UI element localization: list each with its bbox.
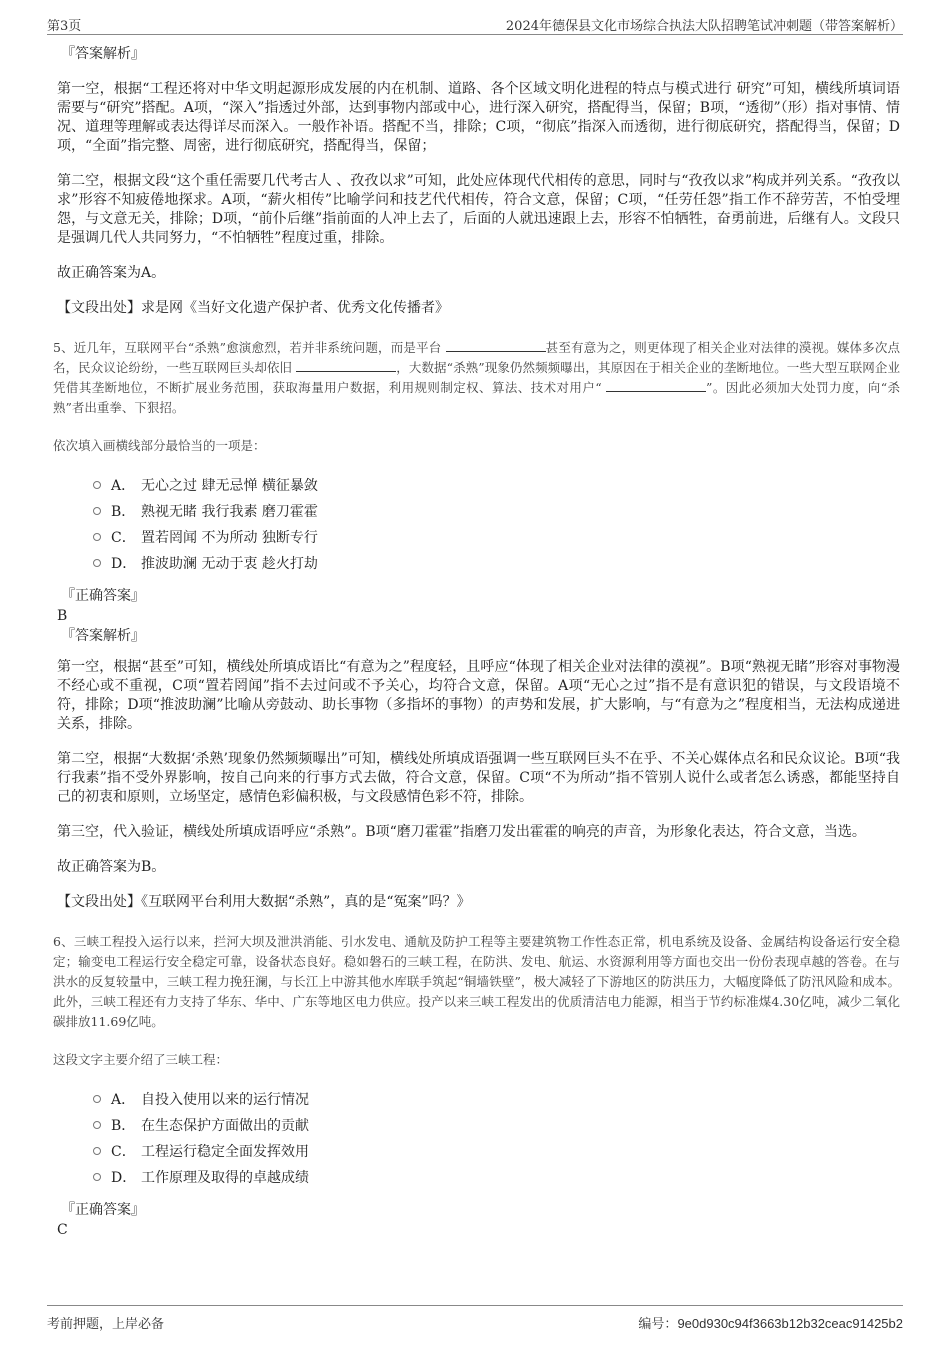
q5-blank-2 [296,359,396,372]
code-value: 9e0d930c94f3663b12b32ceac91425b2 [677,1316,903,1331]
code-label: 编号： [638,1317,678,1332]
q5-blank-1 [446,339,546,352]
q4-source: 【文段出处】求是网《当好文化遗产保护者、优秀文化传播者》 [57,300,449,316]
q5-stem [53,338,900,418]
q5-stem-part2: 甚至有意为之，则更体现了相关企业对法律的漠视。媒体多次点名，民众议论纷纷，一些互联网巨头却依旧 [53,340,900,375]
q4-analysis-label: 『答案解析』 [61,46,145,62]
radio-icon[interactable] [93,507,101,515]
q5-answer: B [57,608,68,624]
radio-icon[interactable] [93,481,101,489]
page-footer [47,1305,903,1330]
q5-option-b[interactable]: B． 熟视无睹 我行我素 磨刀霍霍 [93,498,900,524]
q5-source: 【文段出处】《互联网平台利用大数据“杀熟”，真的是“冤案”吗？》 [57,894,471,910]
radio-icon[interactable] [93,1121,101,1129]
q5-option-a[interactable]: A． 无心之过 肆无忌惮 横征暴敛 [93,472,900,498]
q4-analysis-p1: 第一空，根据“工程还将对中华文明起源形成发展的内在机制、道路、各个区域文明化进程的特点与模式进行 研究”可知，横线所填词语需要与“研究”搭配。A项，“深入”指透过外部，达到事物内部或中心，进行深入研究，搭配得当，保留；B项，“透彻”（形）指对事情、情况、道理等理解或表达得详尽而深入。一般作补语。搭配不当，排除；C项，“彻底”指深入而透彻，进行彻底研究，搭配得当，保留；D项，“全面”指完整、周密，进行彻底研究，搭配得当，保留； [57,81,900,154]
q5-blank-3 [606,379,706,392]
q6-stem: 6、三峡工程投入运行以来，拦河大坝及泄洪消能、引水发电、通航及防护工程等主要建筑物工作性态正常，机电系统及设备、金属结构设备运行安全稳定；输变电工程运行安全稳定可靠，设备状态良好。稳如磐石的三峡工程，在防洪、发电、航运、水资源利用等方面也交出一份份表现卓越的答卷。在与洪水的反复较量中，三峡工程力挽狂澜，与长江上中游其他水库联手筑起“铜墙铁壁”，极大减轻了下游地区的防洪压力，大幅度降低了防汛风险和成本。此外，三峡工程还有力支持了华东、华中、广东等地区电力供应。投产以来三峡工程发出的优质清洁电力能源，相当于节约标准煤4.30亿吨，减少二氧化碳排放11.69亿吨。 [53,934,900,1029]
q5-analysis-p3: 第三空，代入验证，横线处所填成语呼应“杀熟”。B项“磨刀霍霍”指磨刀发出霍霍的响亮的声音，为形象化表达，符合文意，当选。 [57,824,866,840]
radio-icon[interactable] [93,1173,101,1181]
radio-icon[interactable] [93,559,101,567]
q6-option-a[interactable]: A． 自投入使用以来的运行情况 [93,1086,900,1112]
page-header [47,12,903,35]
q5-analysis-p1: 第一空，根据“甚至”可知，横线处所填成语比“有意为之”程度轻，且呼应“体现了相关企业对法律的漠视”。B项“熟视无睹”形容对事物漫不经心或不重视，C项“置若罔闻”指不去过问或不予关心，均符合文意，保留。A项“无心之过”指不是有意识犯的错误，与文段语境不符，排除；D项“推波助澜”比喻从旁鼓动、助长事物（多指坏的事物）的声势和发展，扩大影响，与“有意为之”程度相当，无法构成递进关系，排除。 [57,659,900,732]
q5-option-c[interactable]: C． 置若罔闻 不为所动 独断专行 [93,524,900,550]
q5-analysis-label: 『答案解析』 [61,628,145,644]
q5-stem-part4: ”。因此必须加大处罚力度，向“杀熟”者出重拳、下狠招。 [53,380,900,415]
q6-option-b[interactable]: B． 在生态保护方面做出的贡献 [93,1112,900,1138]
page-content [53,44,900,1240]
q5-prompt: 依次填入画横线部分最恰当的一项是： [53,438,266,453]
footer-slogan: 考前押题，上岸必备 [47,1317,165,1332]
q6-answer-label: 『正确答案』 [61,1202,145,1218]
radio-icon[interactable] [93,1147,101,1155]
q5-option-d[interactable]: D． 推波助澜 无动于衷 趁火打劫 [93,550,900,576]
q5-analysis-p2: 第二空，根据“大数据‘杀熟’现象仍然频频曝出”可知，横线处所填成语强调一些互联网巨头不在乎、不关心媒体点名和民众议论。B项“我行我素”指不受外界影响，按自己向来的行事方式去做，符合文意，保留。C项“不为所动”指不管别人说什么或者怎么诱惑，都能坚持自己的初衷和原则，立场坚定，感情色彩偏积极，与文段感情色彩不符，排除。 [57,751,900,805]
q5-answer-label: 『正确答案』 [61,588,145,604]
q5-conclusion: 故正确答案为B。 [57,859,166,875]
q6-answer: C [57,1222,68,1238]
radio-icon[interactable] [93,533,101,541]
q5-stem-part1: 5、近几年，互联网平台“杀熟”愈演愈烈，若并非系统问题，而是平台 [53,340,446,355]
q4-conclusion: 故正确答案为A。 [57,265,166,281]
document-code [638,1313,903,1332]
q4-analysis-p2: 第二空，根据文段“这个重任需要几代考古人 、孜孜以求”可知，此处应体现代代相传的意思，同时与“孜孜以求”构成并列关系。“孜孜以求”形容不知疲倦地探求。A项，“薪火相传”比喻学问和技艺代代相传，符合文意，保留；C项，“任劳任怨”指工作不辞劳苦，不怕受埋怨，与文意无关，排除；D项，“前仆后继”指前面的人冲上去了，后面的人就迅速跟上去，形容不怕牺牲，奋勇前进，后继有人。文段只是强调几代人共同努力，“不怕牺牲”程度过重，排除。 [57,173,900,246]
q5-options [93,472,900,576]
page-number: 第3页 [47,19,82,34]
q5-stem-part3: ，大数据“杀熟”现象仍然频频曝出，其原因在于相关企业的垄断地位。一些大型互联网企业凭借其垄断地位，不断扩展业务范围，获取海量用户数据，利用规则制定权、算法、技术对用户“ [53,360,900,395]
q6-option-c[interactable]: C． 工程运行稳定全面发挥效用 [93,1138,900,1164]
document-title: 2024年德保县文化市场综合执法大队招聘笔试冲刺题（带答案解析） [505,19,903,34]
q6-option-d[interactable]: D． 工作原理及取得的卓越成绩 [93,1164,900,1190]
q6-options [93,1086,900,1190]
q6-prompt: 这段文字主要介绍了三峡工程： [53,1052,229,1067]
radio-icon[interactable] [93,1095,101,1103]
